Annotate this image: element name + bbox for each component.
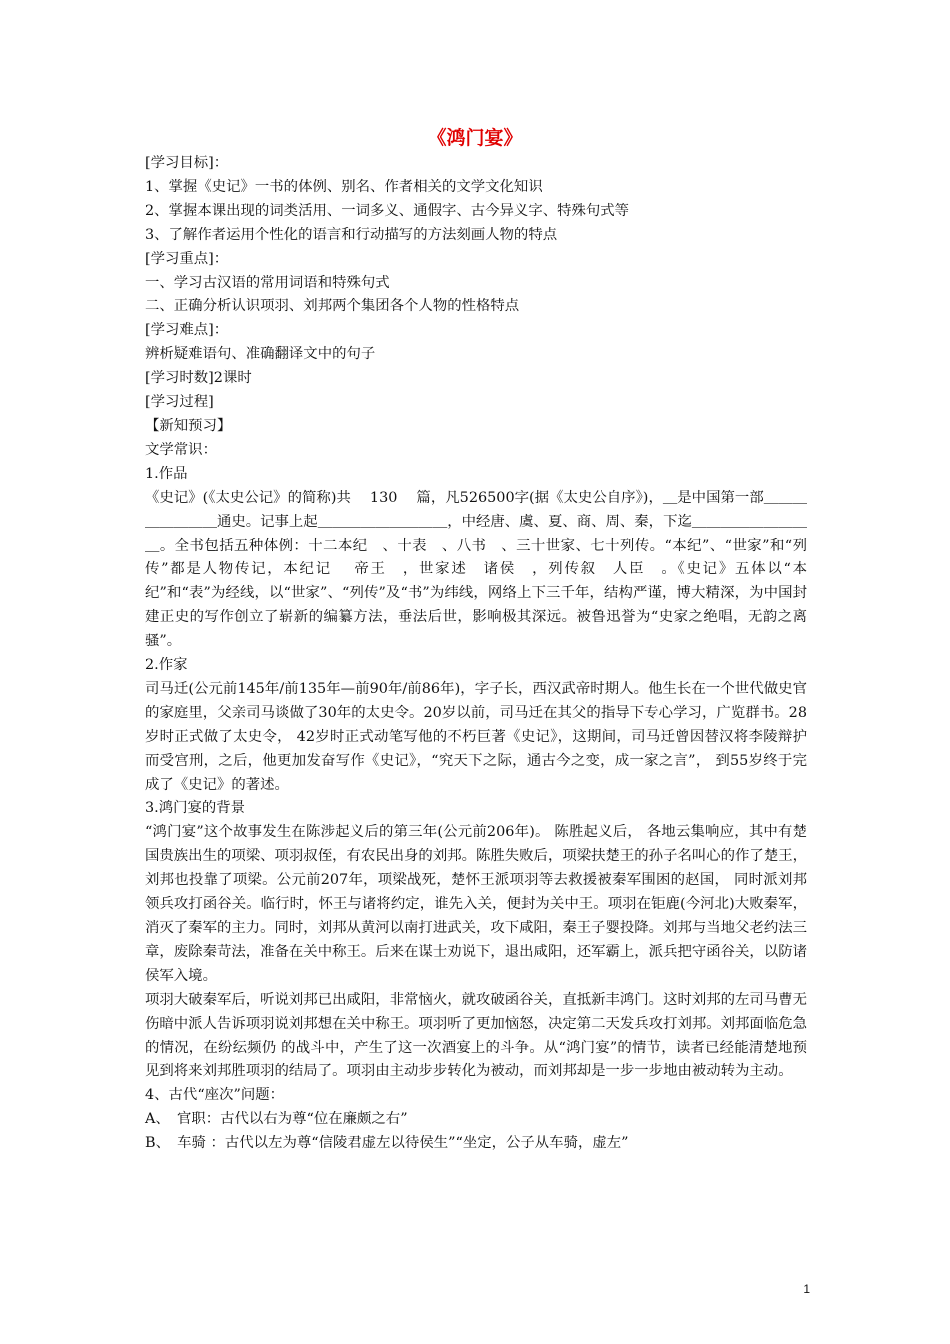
paragraph-author: 司马迁(公元前145年/前135年—前90年/前86年)，字子长，西汉武帝时期人。他生长在一个世代做史官的家庭里，父亲司马谈做了30年的太史令。20岁以前，司马迁在其父的指导下专心学习，广览群书。28岁时正式做了太史令， 42岁时正式动笔写他的不朽巨著《史记》，这期间，司马迁曾因替汉将李陵辩护而受宫刑，之后，他更加发奋写作《史记》，“究天下之际，通古今之变，成一家之言”， 到55岁终于完成了《史记》的著述。	[145, 680, 807, 793]
paragraph-works: 《史记》(《太史公记》的简称)共 130 篇，凡526500字(据《太史公自序》)，＿是中国第一部＿＿＿＿＿＿＿＿通史。记事上起＿＿＿＿＿＿＿＿＿，中经唐、虞、夏、商、周、秦，下迄＿＿＿＿＿＿＿＿＿。全书包括五种体例：十二本纪 、十表 、八书 、三十世家、七十列传。“本纪”、“世家”和“列传”都是人物传记，本纪记 帝王 ，世家述 诸侯 ，列传叙 人臣 。《史记》五体以“本纪”和“表”为经线，以“世家”、“列传”及“书”为纬线，网络上下三千年，结构严谨，博大精深，为中国封建正史的写作创立了崭新的编纂方法，垂法后世，影响极其深远。被鲁迅誉为“史家之绝唱，无韵之离骚”。	[145, 489, 807, 650]
page-number: 1	[803, 1282, 810, 1296]
section-label-hours: [学习时数]2课时	[145, 370, 252, 387]
heading-seating: 4、古代“座次”问题：	[145, 1087, 284, 1104]
heading-works: 1.作品	[145, 465, 188, 482]
section-label-key-points: [学习重点]：	[145, 250, 229, 267]
document-body	[145, 152, 807, 1156]
key-point-item: 二、正确分析认识项羽、刘邦两个集团各个人物的性格特点	[145, 298, 520, 315]
heading-author: 2.作家	[145, 657, 188, 674]
objective-item: 3、了解作者运用个性化的语言和行动描写的方法刻画人物的特点	[145, 226, 558, 243]
paragraph-background-2: 项羽大破秦军后，听说刘邦已出咸阳，非常恼火，就攻破函谷关，直抵新丰鸿门。这时刘邦的左司马曹无伤暗中派人告诉项羽说刘邦想在关中称王。项羽听了更加恼怒，决定第二天发兵攻打刘邦。刘邦面临危急的情况，在纷纭频仍 的战斗中，产生了这一次酒宴上的斗争。从“鸿门宴”的情节，读者已经能清楚地预见到将来刘邦胜项羽的结局了。项羽由主动步步转化为被动，而刘邦却是一步一步地由被动转为主动。	[145, 991, 807, 1080]
key-point-item: 一、学习古汉语的常用词语和特殊句式	[145, 274, 390, 291]
section-label-preview: 【新知预习】	[145, 417, 232, 434]
objective-item: 1、掌握《史记》一书的体例、别名、作者相关的文学文化知识	[145, 178, 543, 195]
section-label-difficulties: [学习难点]：	[145, 322, 229, 339]
objective-item: 2、掌握本课出现的词类活用、一词多义、通假字、古今异义字、特殊句式等	[145, 202, 630, 219]
heading-background: 3.鸿门宴的背景	[145, 800, 246, 817]
seating-item-b: B、 车骑 ：古代以左为尊“信陵君虚左以待侯生”“坐定，公子从车骑，虚左”	[145, 1135, 629, 1152]
page-title: 《鸿门宴》	[427, 127, 523, 149]
paragraph-background-1: “鸿门宴”这个故事发生在陈涉起义后的第三年(公元前206年)。 陈胜起义后， 各地云集响应，其中有楚国贵族出生的项梁、项羽叔侄，有农民出身的刘邦。陈胜失败后，项梁扶楚王的孙子名叫心的作了楚王，刘邦也投靠了项梁。公元前207年，项梁战死，楚怀王派项羽等去救援被秦军围困的赵国， 同时派刘邦领兵攻打函谷关。临行时，怀王与诸将约定，谁先入关，便封为关中王。项羽在钜鹿(今河北)大败秦军，消灭了秦军的主力。同时，刘邦从黄河以南打进武关，攻下咸阳，秦王子婴投降。刘邦与当地父老约法三章，废除秦苛法，准备在关中称王。后来在谋士劝说下，退出咸阳，还军霸上，派兵把守函谷关，以防诸侯军入境。	[145, 824, 807, 984]
section-label-objectives: [学习目标]：	[145, 155, 229, 171]
seating-item-a: A、 官职：古代以右为尊“位在廉颇之右”	[145, 1111, 408, 1128]
section-label-literary-knowledge: 文学常识：	[145, 441, 217, 458]
section-label-process: [学习过程]	[145, 394, 214, 411]
difficulty-item: 辨析疑难语句、准确翻译文中的句子	[145, 346, 376, 363]
